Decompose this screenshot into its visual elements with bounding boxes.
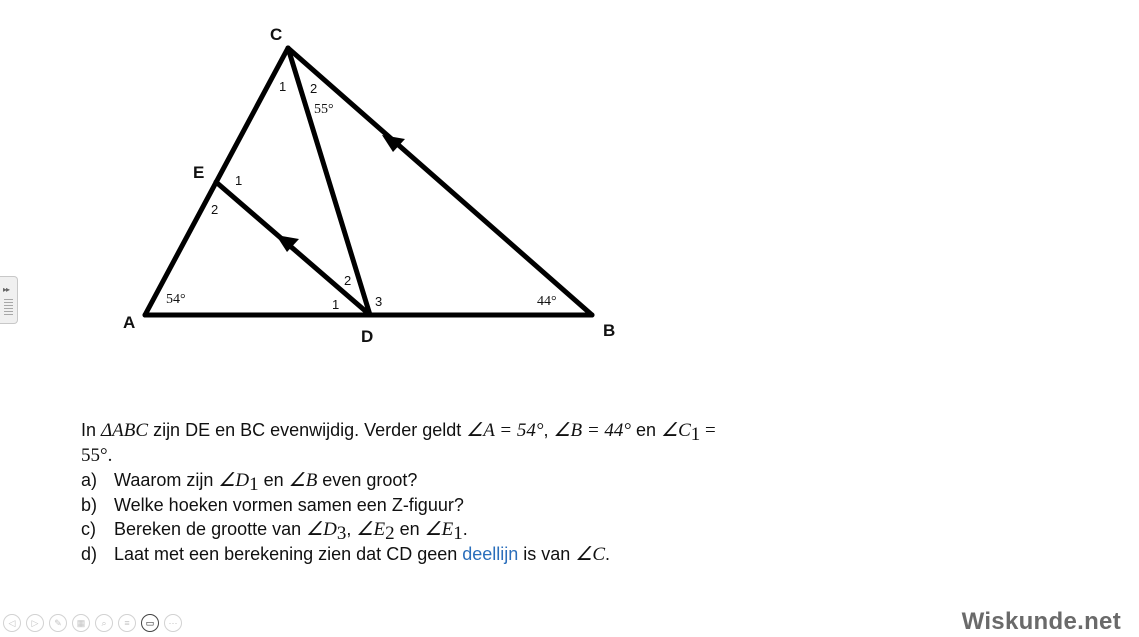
- point-label-E: E: [193, 163, 205, 182]
- question-b: b) Welke hoeken vormen samen een Z-figuur?: [81, 495, 464, 515]
- point-label-A: A: [123, 313, 136, 332]
- segment-CD: [288, 48, 370, 315]
- previous-icon[interactable]: ◁: [3, 614, 21, 632]
- problem-intro: In ΔABC zijn DE en BC evenwijdig. Verder geldt ∠A = 54°, ∠B = 44° en $\angle C_1$ =: [81, 420, 716, 445]
- angle-label-C2: 2: [310, 81, 318, 96]
- question-d: d) Laat met een berekening zien dat CD geen deellijn is van ∠C.: [81, 544, 611, 565]
- problem-intro-line2: 55°.: [81, 445, 113, 466]
- angle-label-C1: 1: [279, 79, 287, 94]
- question-c: c) Bereken de grootte van $\angle D_3$, $\angle E_2$ en $\angle E_1$.: [81, 519, 468, 544]
- slides-icon[interactable]: ▦: [72, 614, 90, 632]
- more-icon[interactable]: ⋯: [164, 614, 182, 632]
- angle-label-D3: 3: [375, 294, 383, 309]
- problem-text: [81, 418, 801, 567]
- player-controls: [3, 614, 182, 632]
- deellijn-link[interactable]: deellijn: [462, 544, 519, 564]
- segment-CB: [288, 48, 592, 315]
- expand-arrows-icon: ▸▸: [3, 285, 10, 294]
- question-a: a) Waarom zijn $\angle D_1$ en ∠B even groot?: [81, 470, 418, 495]
- next-icon[interactable]: ▷: [26, 614, 44, 632]
- watermark-logo: Wiskunde.net: [961, 608, 1121, 635]
- video-icon[interactable]: ▭: [141, 614, 159, 632]
- segment-ED: [216, 182, 370, 315]
- point-label-D: D: [361, 327, 374, 346]
- menu-icon[interactable]: ≡: [118, 614, 136, 632]
- point-label-B: B: [603, 321, 616, 340]
- angle-label-D2: 2: [344, 273, 352, 288]
- angle-value-B: 44°: [537, 294, 557, 309]
- angle-value-C2: 55°: [314, 102, 334, 117]
- grip-icon: [4, 299, 13, 317]
- zoom-icon[interactable]: ⌕: [95, 614, 113, 632]
- point-label-C: C: [270, 25, 283, 44]
- angle-value-A: 54°: [166, 292, 186, 307]
- angle-label-E2: 2: [211, 202, 219, 217]
- side-panel-tab[interactable]: [0, 276, 18, 324]
- pen-icon[interactable]: ✎: [49, 614, 67, 632]
- angle-label-D1: 1: [332, 297, 340, 312]
- angle-label-E1: 1: [235, 173, 243, 188]
